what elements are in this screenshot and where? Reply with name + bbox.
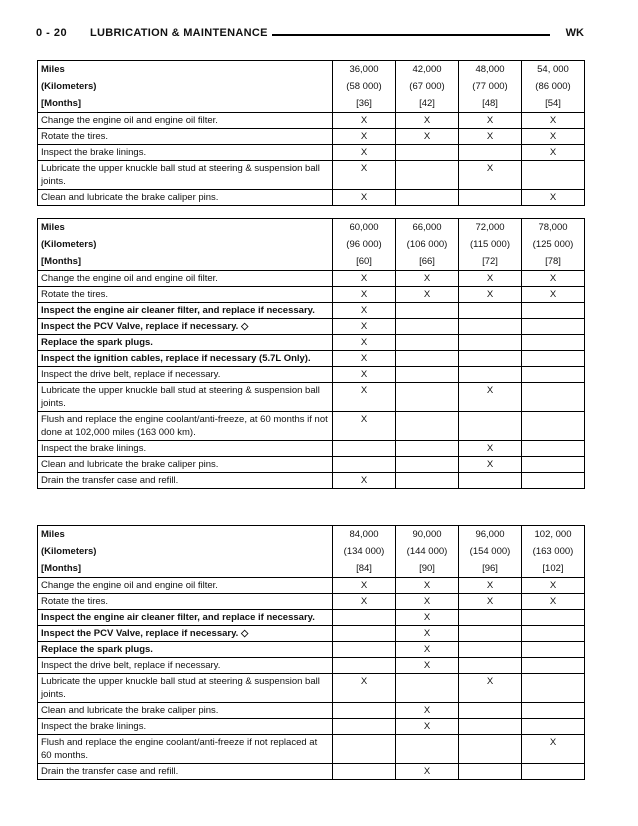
service-mark-cell [333, 626, 396, 642]
service-mark-cell: X [522, 145, 585, 161]
service-mark-cell [459, 610, 522, 626]
service-mark-cell: X [459, 161, 522, 190]
service-mark-cell [396, 303, 459, 319]
service-mark-cell: X [396, 626, 459, 642]
service-mark-cell [522, 610, 585, 626]
service-mark-cell: X [396, 658, 459, 674]
service-mark-cell: X [333, 351, 396, 367]
service-mark-cell [396, 190, 459, 206]
service-mark-cell [396, 161, 459, 190]
task-cell: Lubricate the upper knuckle ball stud at steering & suspension ball joints. [38, 674, 333, 703]
task-cell: Replace the spark plugs. [38, 642, 333, 658]
table-row [38, 271, 585, 287]
header-label: Miles [38, 61, 333, 79]
header-label: [Months] [38, 95, 333, 113]
header-row [38, 236, 585, 253]
service-mark-cell: X [459, 674, 522, 703]
service-mark-cell [522, 319, 585, 335]
service-mark-cell [396, 351, 459, 367]
service-mark-cell [333, 735, 396, 764]
service-mark-cell [522, 658, 585, 674]
service-mark-cell: X [333, 594, 396, 610]
service-mark-cell [522, 367, 585, 383]
service-mark-cell: X [333, 161, 396, 190]
service-mark-cell [396, 319, 459, 335]
service-mark-cell: X [459, 578, 522, 594]
service-mark-cell: X [522, 594, 585, 610]
service-mark-cell [522, 457, 585, 473]
service-mark-cell [459, 303, 522, 319]
header-row [38, 78, 585, 95]
service-mark-cell: X [333, 335, 396, 351]
table-row [38, 626, 585, 642]
service-mark-cell: X [333, 473, 396, 489]
interval-cell: 54, 000 [522, 61, 585, 79]
header-label: [Months] [38, 560, 333, 578]
table-row [38, 703, 585, 719]
table-row [38, 674, 585, 703]
task-cell: Inspect the PCV Valve, replace if necessary. ◇ [38, 319, 333, 335]
service-mark-cell: X [459, 594, 522, 610]
service-mark-cell [396, 367, 459, 383]
service-mark-cell [459, 642, 522, 658]
service-mark-cell: X [459, 457, 522, 473]
interval-cell: 84,000 [333, 526, 396, 544]
task-cell: Rotate the tires. [38, 594, 333, 610]
table-row [38, 190, 585, 206]
table-row [38, 610, 585, 626]
service-mark-cell: X [333, 319, 396, 335]
service-mark-cell [522, 473, 585, 489]
service-mark-cell [522, 674, 585, 703]
service-mark-cell [459, 335, 522, 351]
section-title: LUBRICATION & MAINTENANCE [90, 27, 272, 39]
task-cell: Inspect the drive belt, replace if necessary. [38, 658, 333, 674]
interval-cell: (144 000) [396, 543, 459, 560]
service-mark-cell: X [333, 287, 396, 303]
service-mark-cell [396, 383, 459, 412]
service-mark-cell [522, 303, 585, 319]
service-mark-cell: X [459, 287, 522, 303]
task-cell: Flush and replace the engine coolant/anti-freeze, at 60 months if not done at 102,000 miles (163 000 km). [38, 412, 333, 441]
header-label: Miles [38, 526, 333, 544]
service-mark-cell [522, 441, 585, 457]
service-mark-cell [333, 610, 396, 626]
service-mark-cell: X [333, 271, 396, 287]
interval-cell: [48] [459, 95, 522, 113]
interval-cell: 36,000 [333, 61, 396, 79]
service-mark-cell [459, 473, 522, 489]
task-cell: Rotate the tires. [38, 287, 333, 303]
task-cell: Inspect the ignition cables, replace if necessary (5.7L Only). [38, 351, 333, 367]
header-row [38, 61, 585, 79]
service-mark-cell: X [333, 145, 396, 161]
interval-cell: (106 000) [396, 236, 459, 253]
interval-cell: (86 000) [522, 78, 585, 95]
service-mark-cell [396, 473, 459, 489]
table-row [38, 578, 585, 594]
service-mark-cell: X [333, 674, 396, 703]
task-cell: Change the engine oil and engine oil filter. [38, 113, 333, 129]
table-row [38, 473, 585, 489]
header-row [38, 526, 585, 544]
service-mark-cell: X [396, 703, 459, 719]
service-mark-cell: X [522, 129, 585, 145]
interval-cell: [66] [396, 253, 459, 271]
service-mark-cell: X [459, 383, 522, 412]
service-mark-cell [333, 703, 396, 719]
service-mark-cell [396, 145, 459, 161]
header-label: Miles [38, 219, 333, 237]
interval-cell: (125 000) [522, 236, 585, 253]
header-label: [Months] [38, 253, 333, 271]
service-mark-cell: X [522, 735, 585, 764]
interval-cell: [72] [459, 253, 522, 271]
service-mark-cell: X [396, 594, 459, 610]
table-row [38, 287, 585, 303]
header-row [38, 560, 585, 578]
table-row [38, 351, 585, 367]
interval-cell: [60] [333, 253, 396, 271]
schedule-table-2 [37, 218, 585, 489]
task-cell: Rotate the tires. [38, 129, 333, 145]
service-mark-cell [522, 703, 585, 719]
interval-cell: 42,000 [396, 61, 459, 79]
table-row [38, 129, 585, 145]
schedule-table-3 [37, 525, 585, 780]
service-mark-cell: X [522, 287, 585, 303]
header-row [38, 253, 585, 271]
table-row [38, 367, 585, 383]
service-mark-cell: X [396, 578, 459, 594]
task-cell: Lubricate the upper knuckle ball stud at steering & suspension ball joints. [38, 383, 333, 412]
table-row [38, 658, 585, 674]
schedule-table-1 [37, 60, 585, 206]
header-label: (Kilometers) [38, 236, 333, 253]
task-cell: Lubricate the upper knuckle ball stud at steering & suspension ball joints. [38, 161, 333, 190]
service-mark-cell: X [522, 578, 585, 594]
service-mark-cell [522, 412, 585, 441]
task-cell: Inspect the PCV Valve, replace if necessary. ◇ [38, 626, 333, 642]
service-mark-cell: X [333, 129, 396, 145]
task-cell: Inspect the brake linings. [38, 719, 333, 735]
header-row [38, 219, 585, 237]
service-mark-cell: X [522, 113, 585, 129]
service-mark-cell [396, 412, 459, 441]
interval-cell: 48,000 [459, 61, 522, 79]
interval-cell: 72,000 [459, 219, 522, 237]
service-mark-cell [396, 735, 459, 764]
header-rule [256, 34, 550, 36]
interval-cell: 78,000 [522, 219, 585, 237]
page-number: 0 - 20 [36, 27, 68, 39]
service-mark-cell: X [333, 303, 396, 319]
service-mark-cell [459, 658, 522, 674]
table-row [38, 145, 585, 161]
service-mark-cell [522, 626, 585, 642]
service-mark-cell [396, 441, 459, 457]
interval-cell: [36] [333, 95, 396, 113]
service-mark-cell: X [333, 113, 396, 129]
service-mark-cell [522, 161, 585, 190]
interval-cell: 60,000 [333, 219, 396, 237]
service-mark-cell [459, 190, 522, 206]
service-mark-cell [333, 642, 396, 658]
table-row [38, 335, 585, 351]
task-cell: Inspect the brake linings. [38, 145, 333, 161]
service-mark-cell: X [396, 610, 459, 626]
task-cell: Replace the spark plugs. [38, 335, 333, 351]
service-mark-cell: X [396, 287, 459, 303]
service-mark-cell: X [396, 129, 459, 145]
task-cell: Inspect the drive belt, replace if necessary. [38, 367, 333, 383]
table-row [38, 113, 585, 129]
service-mark-cell [396, 335, 459, 351]
service-mark-cell: X [396, 719, 459, 735]
page-header [36, 27, 584, 41]
service-mark-cell [459, 735, 522, 764]
interval-cell: (115 000) [459, 236, 522, 253]
task-cell: Flush and replace the engine coolant/anti-freeze if not replaced at 60 months. [38, 735, 333, 764]
service-mark-cell [333, 457, 396, 473]
service-mark-cell [459, 764, 522, 780]
interval-cell: [54] [522, 95, 585, 113]
service-mark-cell: X [333, 412, 396, 441]
table-row [38, 764, 585, 780]
service-mark-cell [522, 351, 585, 367]
interval-cell: 66,000 [396, 219, 459, 237]
interval-cell: 96,000 [459, 526, 522, 544]
service-mark-cell: X [333, 578, 396, 594]
task-cell: Inspect the brake linings. [38, 441, 333, 457]
service-mark-cell: X [459, 441, 522, 457]
service-mark-cell [522, 719, 585, 735]
service-mark-cell: X [396, 271, 459, 287]
service-mark-cell [459, 351, 522, 367]
service-mark-cell [459, 145, 522, 161]
service-mark-cell: X [459, 129, 522, 145]
service-mark-cell: X [459, 113, 522, 129]
table-row [38, 319, 585, 335]
service-mark-cell [333, 441, 396, 457]
header-row [38, 95, 585, 113]
header-row [38, 543, 585, 560]
table-row [38, 457, 585, 473]
task-cell: Inspect the engine air cleaner filter, and replace if necessary. [38, 610, 333, 626]
task-cell: Clean and lubricate the brake caliper pins. [38, 190, 333, 206]
table-row [38, 719, 585, 735]
interval-cell: (154 000) [459, 543, 522, 560]
table-row [38, 303, 585, 319]
table-row [38, 594, 585, 610]
interval-cell: (163 000) [522, 543, 585, 560]
service-mark-cell [459, 703, 522, 719]
task-cell: Change the engine oil and engine oil filter. [38, 578, 333, 594]
service-mark-cell [333, 764, 396, 780]
table-row [38, 412, 585, 441]
header-label: (Kilometers) [38, 78, 333, 95]
interval-cell: [84] [333, 560, 396, 578]
interval-cell: [78] [522, 253, 585, 271]
task-cell: Clean and lubricate the brake caliper pins. [38, 703, 333, 719]
service-mark-cell: X [396, 113, 459, 129]
interval-cell: (77 000) [459, 78, 522, 95]
header-label: (Kilometers) [38, 543, 333, 560]
interval-cell: (96 000) [333, 236, 396, 253]
service-mark-cell: X [459, 271, 522, 287]
interval-cell: [102] [522, 560, 585, 578]
service-mark-cell: X [396, 764, 459, 780]
service-mark-cell [333, 719, 396, 735]
service-mark-cell [459, 319, 522, 335]
interval-cell: 90,000 [396, 526, 459, 544]
service-mark-cell [459, 412, 522, 441]
table-row [38, 383, 585, 412]
table-row [38, 735, 585, 764]
service-mark-cell: X [333, 383, 396, 412]
model-code: WK [565, 27, 584, 39]
service-mark-cell [459, 367, 522, 383]
service-mark-cell: X [522, 190, 585, 206]
service-mark-cell [333, 658, 396, 674]
interval-cell: [42] [396, 95, 459, 113]
task-cell: Clean and lubricate the brake caliper pins. [38, 457, 333, 473]
task-cell: Change the engine oil and engine oil filter. [38, 271, 333, 287]
service-mark-cell [522, 642, 585, 658]
service-mark-cell [396, 674, 459, 703]
task-cell: Drain the transfer case and refill. [38, 764, 333, 780]
interval-cell: (134 000) [333, 543, 396, 560]
service-mark-cell: X [333, 190, 396, 206]
interval-cell: [96] [459, 560, 522, 578]
table-row [38, 642, 585, 658]
interval-cell: 102, 000 [522, 526, 585, 544]
service-mark-cell [396, 457, 459, 473]
interval-cell: [90] [396, 560, 459, 578]
service-mark-cell [522, 383, 585, 412]
table-row [38, 441, 585, 457]
task-cell: Drain the transfer case and refill. [38, 473, 333, 489]
service-mark-cell [522, 764, 585, 780]
task-cell: Inspect the engine air cleaner filter, and replace if necessary. [38, 303, 333, 319]
service-mark-cell [522, 335, 585, 351]
service-mark-cell: X [522, 271, 585, 287]
service-mark-cell [459, 719, 522, 735]
service-mark-cell [459, 626, 522, 642]
table-row [38, 161, 585, 190]
service-mark-cell: X [396, 642, 459, 658]
interval-cell: (67 000) [396, 78, 459, 95]
interval-cell: (58 000) [333, 78, 396, 95]
service-mark-cell: X [333, 367, 396, 383]
